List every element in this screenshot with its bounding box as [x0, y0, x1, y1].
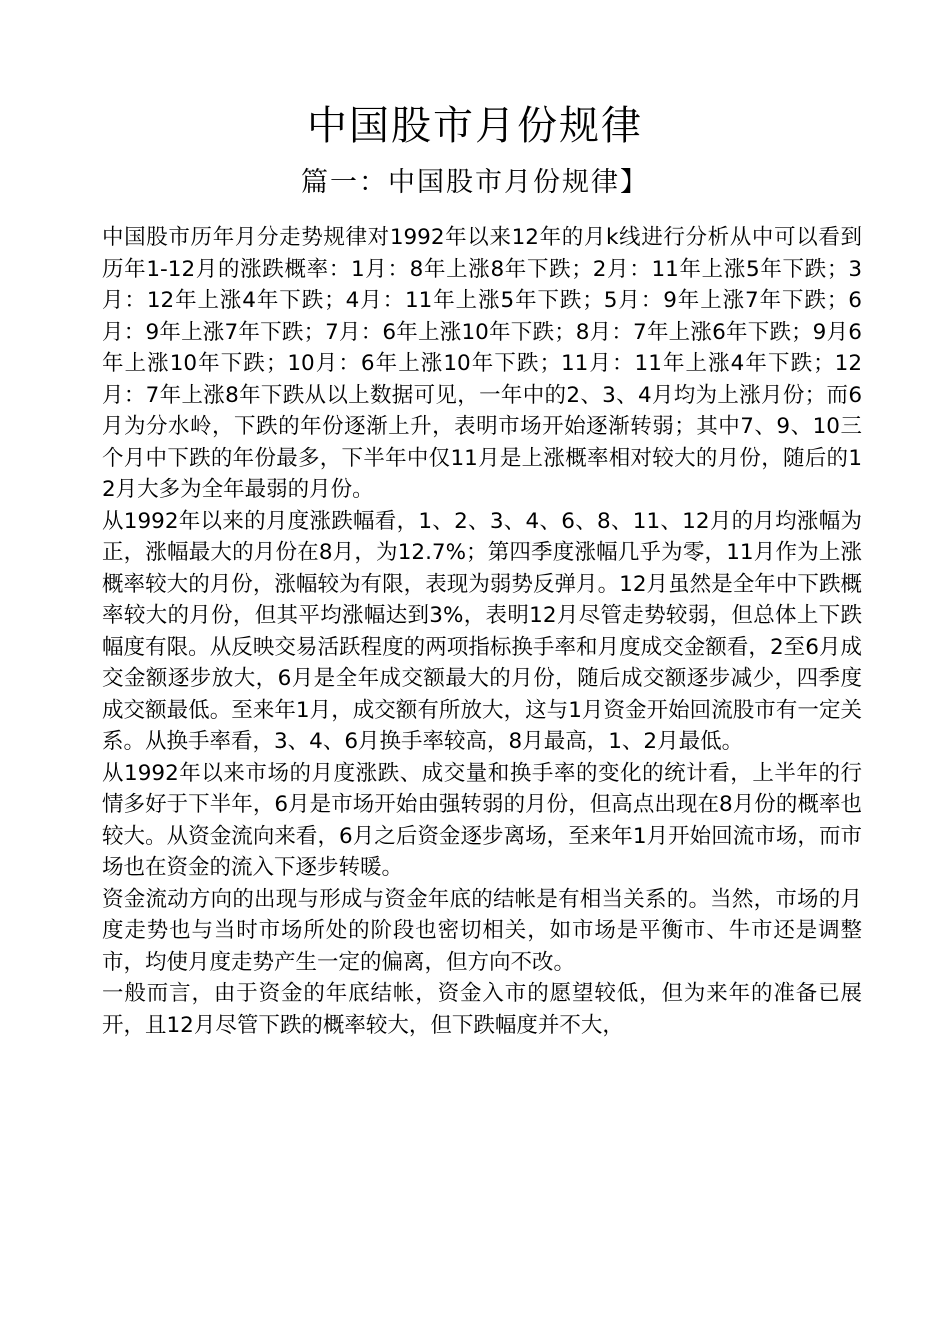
document-subtitle: 篇一：中国股市月份规律】 — [301, 167, 649, 198]
body-paragraph-5: 一般而言，由于资金的年底结帐，资金入市的愿望较低，但为来年的准备已展开，且12月尽管下跌的概率较大，但下跌幅度并不大， — [102, 981, 862, 1038]
body-paragraph-2: 从1992年以来的月度涨跌幅看，1、2、3、4、6、8、11、12月的月均涨幅为正，涨幅最大的月份在8月，为12.7%；第四季度涨幅几乎为零，11月作为上涨概率较大的月份，涨幅较为有限，表现为弱势反弹月。12月虽然是全年中下跌概率较大的月份，但其平均涨幅达到3%，表明12月尽管走势较弱，但总体上下跌幅度有限。从反映交易活跃程度的两项指标换手率和月度成交金额看，2至6月成交金额逐步放大，6月是全年成交额最大的月份，随后成交额逐步减少，四季度成交额最低。至来年1月，成交额有所放大，这与1月资金开始回流股市有一定关系。从换手率看，3、4、6月换手率较高，8月最高，1、2月最低。 — [102, 508, 862, 754]
body-paragraph-3: 从1992年以来市场的月度涨跌、成交量和换手率的变化的统计看，上半年的行情多好于下半年，6月是市场开始由强转弱的月份，但高点出现在8月份的概率也较大。从资金流向来看，6月之后资金逐步离场，至来年1月开始回流市场，而市场也在资金的流入下逐步转暖。 — [102, 760, 862, 880]
document-body — [102, 222, 862, 1041]
body-paragraph-1: 中国股市历年月分走势规律对1992年以来12年的月k线进行分析从中可以看到历年1-12月的涨跌概率：1月：8年上涨8年下跌；2月：11年上涨5年下跌；3月：12年上涨4年下跌；4月：11年上涨5年下跌；5月：9年上涨7年下跌；6月：9年上涨7年下跌；7月：6年上涨10年下跌；8月：7年上涨6年下跌；9月6年上涨10年下跌；10月：6年上涨10年下跌；11月：11年上涨4年下跌；12月：7年上涨8年下跌从以上数据可见，一年中的2、3、4月均为上涨月份；而6月为分水岭，下跌的年份逐渐上升，表明市场开始逐渐转弱；其中7、9、10三个月中下跌的年份最多，下半年中仅11月是上涨概率相对较大的月份，随后的12月大多为全年最弱的月份。 — [102, 225, 862, 502]
document-title: 中国股市月份规律 — [307, 103, 643, 149]
body-paragraph-4: 资金流动方向的出现与形成与资金年底的结帐是有相当关系的。当然，市场的月度走势也与当时市场所处的阶段也密切相关，如市场是平衡市、牛市还是调整市，均使月度走势产生一定的偏离，但方向不改。 — [102, 886, 862, 975]
